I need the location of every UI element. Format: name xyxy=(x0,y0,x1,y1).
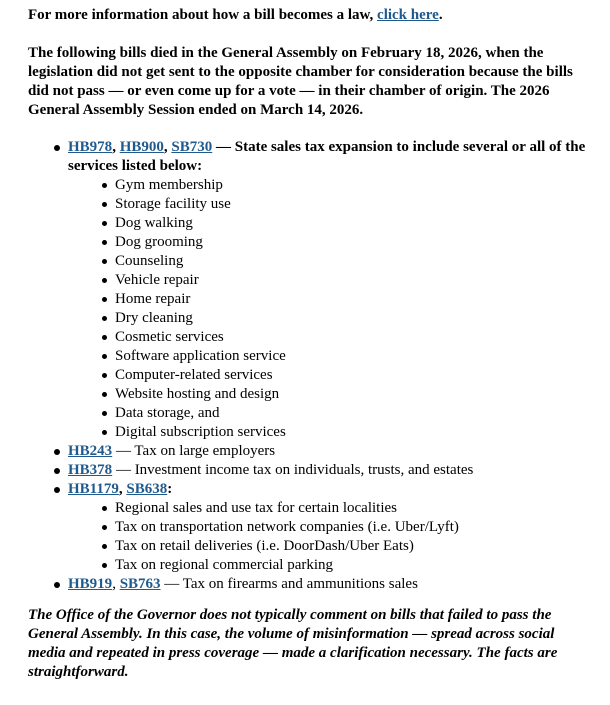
list-item: Cosmetic services xyxy=(115,328,588,347)
separator: , xyxy=(112,576,120,592)
intro-suffix: . xyxy=(438,7,443,23)
list-item: Storage facility use xyxy=(115,195,588,214)
bill-item xyxy=(68,575,588,594)
list-item: Tax on transportation network companies (i.e. Uber/Lyft) xyxy=(115,518,588,537)
list-item: Digital subscription services xyxy=(115,423,588,442)
click-here-link[interactable]: click here xyxy=(377,7,439,23)
list-item: Vehicle repair xyxy=(115,271,588,290)
bill-list xyxy=(28,138,588,594)
list-item: Gym membership xyxy=(115,176,588,195)
list-item: Dog grooming xyxy=(115,233,588,252)
summary-paragraph: The following bills died in the General Assembly on February 18, 2026, when the legislation did not get sent to the opposite chamber for consideration because the bills did not pass — or even come up for a vote — in their chamber of origin. The 2026 General Assembly Session ended on March 14, 2026. xyxy=(28,45,573,118)
bill-link-hb978[interactable]: HB978 xyxy=(68,139,113,155)
bill-description: — Tax on firearms and ammunitions sales xyxy=(160,576,418,592)
bill-link-hb1179[interactable]: HB1179 xyxy=(68,481,119,497)
list-item: Tax on regional commercial parking xyxy=(115,556,588,575)
bill-item xyxy=(68,442,588,461)
list-item: Tax on retail deliveries (i.e. DoorDash/Uber Eats) xyxy=(115,537,588,556)
list-item: Regional sales and use tax for certain localities xyxy=(115,499,588,518)
bill-item xyxy=(68,461,588,480)
list-item: Dog walking xyxy=(115,214,588,233)
bill-link-hb243[interactable]: HB243 xyxy=(68,443,113,459)
bill-link-sb763[interactable]: SB763 xyxy=(119,576,161,592)
list-item: Dry cleaning xyxy=(115,309,588,328)
bill-description: — Investment income tax on individuals, trusts, and estates xyxy=(112,462,474,478)
separator: , xyxy=(118,481,127,497)
list-item: Counseling xyxy=(115,252,588,271)
bill-description: : xyxy=(167,481,173,497)
spacer xyxy=(28,25,588,44)
intro-paragraph xyxy=(28,6,588,25)
bill-link-sb638[interactable]: SB638 xyxy=(126,481,168,497)
list-item: Website hosting and design xyxy=(115,385,588,404)
bill-item xyxy=(68,480,588,575)
list-item: Home repair xyxy=(115,290,588,309)
bill-link-hb919[interactable]: HB919 xyxy=(68,576,113,592)
article-body xyxy=(28,6,588,682)
bill-item xyxy=(68,138,588,442)
bill-link-sb730[interactable]: SB730 xyxy=(171,139,213,155)
bill-link-hb378[interactable]: HB378 xyxy=(68,462,113,478)
closing-paragraph: The Office of the Governor does not typically comment on bills that failed to pass the General Assembly. In this case, the volume of misinformation — spread across social media and repeated in press coverage — made a clarification necessary. The facts are straightforward. xyxy=(28,607,558,680)
bill-description: — State sales tax expansion to include several or all of the services listed below: xyxy=(68,139,586,174)
separator: , xyxy=(112,139,120,155)
bill-link-hb900[interactable]: HB900 xyxy=(119,139,164,155)
regional-tax-list xyxy=(68,499,588,575)
list-item: Computer-related services xyxy=(115,366,588,385)
bill-description: — Tax on large employers xyxy=(112,443,276,459)
separator: , xyxy=(163,139,172,155)
intro-prefix: For more information about how a bill becomes a law, xyxy=(28,7,378,23)
list-item: Software application service xyxy=(115,347,588,366)
service-list xyxy=(68,176,588,442)
list-item: Data storage, and xyxy=(115,404,588,423)
